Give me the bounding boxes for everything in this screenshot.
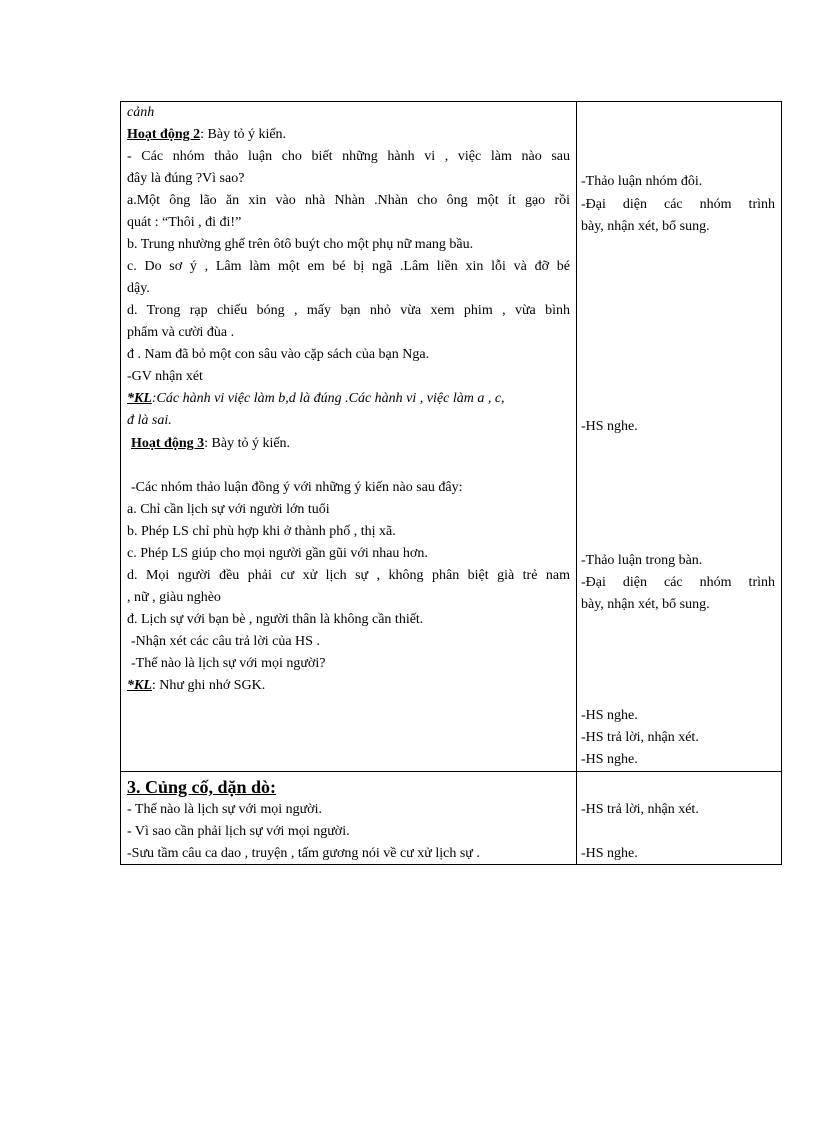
activity-3-subtitle: : Bày tỏ ý kiến.: [204, 436, 291, 451]
section-title: 3. Củng cố, dặn dò:: [127, 777, 277, 797]
text-line: phẩm và cười đùa .: [127, 325, 235, 340]
text-line: -GV nhận xét: [127, 369, 203, 384]
student-activities-cell: [577, 102, 782, 772]
text-line: đ . Nam đã bỏ một con sâu vào cặp sách của bạn Nga.: [127, 347, 430, 362]
text-line: b. Trung nhường ghế trên ôtô buýt cho một phụ nữ mang bầu.: [127, 237, 474, 252]
text-line: -Thế nào là lịch sự với mọi người?: [131, 656, 326, 671]
text-line: - Vì sao cần phải lịch sự với mọi người.: [127, 824, 350, 839]
conclusion-label: *KL: [127, 678, 152, 693]
conclusion-text: :Các hành vi việc làm b,d là đúng .Các hành vi , việc làm a , c,: [151, 391, 505, 406]
table-row: [121, 102, 782, 772]
conclusion-label: *KL: [127, 391, 152, 406]
text-line: - Thế nào là lịch sự với mọi người.: [127, 802, 322, 817]
text-line: -Thảo luận trong bàn.: [581, 553, 703, 568]
text-line: -HS nghe.: [581, 708, 638, 723]
text-line: d. Mọi người đều phải cư xử lịch sự , không phân biệt già trẻ nam: [127, 568, 570, 583]
text-line: bày, nhận xét, bổ sung.: [581, 597, 710, 612]
table-row: [121, 772, 782, 865]
lesson-plan-table: [120, 101, 782, 865]
text-line: -HS trả lời, nhận xét.: [581, 730, 699, 745]
teacher-activities-cell: [121, 772, 577, 865]
text-line: đ là sai.: [127, 413, 172, 428]
text-line: b. Phép LS chỉ phù hợp khi ở thành phố , thị xã.: [127, 524, 396, 539]
text-line: -HS trả lời, nhận xét.: [581, 802, 699, 817]
activity-2-heading: [127, 124, 286, 146]
text-line: -Đại diện các nhóm trình: [581, 197, 775, 212]
conclusion-text: : Như ghi nhớ SGK.: [151, 678, 266, 693]
conclusion-1: [127, 388, 505, 410]
conclusion-2: [127, 675, 265, 697]
text-line: c. Phép LS giúp cho mọi người gần gũi với nhau hơn.: [127, 546, 428, 561]
text-line: a. Chỉ cần lịch sự với người lớn tuổi: [127, 502, 330, 517]
text-line: c. Do sơ ý , Lâm làm một em bé bị ngã .Lâm liền xin lỗi và đỡ bé: [127, 259, 570, 274]
text-line: -Sưu tầm câu ca dao , truyện , tấm gương nói về cư xử lịch sự .: [127, 846, 480, 861]
teacher-activities-cell: [121, 102, 577, 772]
text-line: -Nhận xét các câu trả lời của HS .: [131, 634, 320, 649]
text-line: -Các nhóm thảo luận đồng ý với những ý kiến nào sau đây:: [131, 480, 463, 495]
text-line: -Thảo luận nhóm đôi.: [581, 174, 703, 189]
text-line: , nữ , giàu nghèo: [127, 590, 221, 605]
text-line: -HS nghe.: [581, 846, 638, 861]
text-line: a.Một ông lão ăn xin vào nhà Nhàn .Nhàn cho ông một ít gạo rồi: [127, 193, 570, 208]
text-line: cảnh: [127, 105, 155, 120]
activity-3-heading: [131, 433, 290, 455]
text-line: bày, nhận xét, bổ sung.: [581, 219, 710, 234]
text-line: -HS nghe.: [581, 419, 638, 434]
text-line: -Đại diện các nhóm trình: [581, 575, 775, 590]
text-line: -HS nghe.: [581, 752, 638, 767]
text-line: đây là đúng ?Vì sao?: [127, 171, 245, 186]
student-activities-cell: [577, 772, 782, 865]
text-line: dậy.: [127, 281, 150, 296]
text-line: d. Trong rạp chiếu bóng , mấy bạn nhỏ vừa xem phim , vừa bình: [127, 303, 570, 318]
activity-3-title: Hoạt động 3: [131, 436, 205, 451]
text-line: đ. Lịch sự với bạn bè , người thân là không cần thiết.: [127, 612, 424, 627]
activity-2-title: Hoạt động 2: [127, 127, 201, 142]
text-line: quát : “Thôi , đi đi!”: [127, 215, 242, 230]
text-line: - Các nhóm thảo luận cho biết những hành vi , việc làm nào sau: [127, 149, 570, 164]
activity-2-subtitle: : Bày tỏ ý kiến.: [200, 127, 287, 142]
